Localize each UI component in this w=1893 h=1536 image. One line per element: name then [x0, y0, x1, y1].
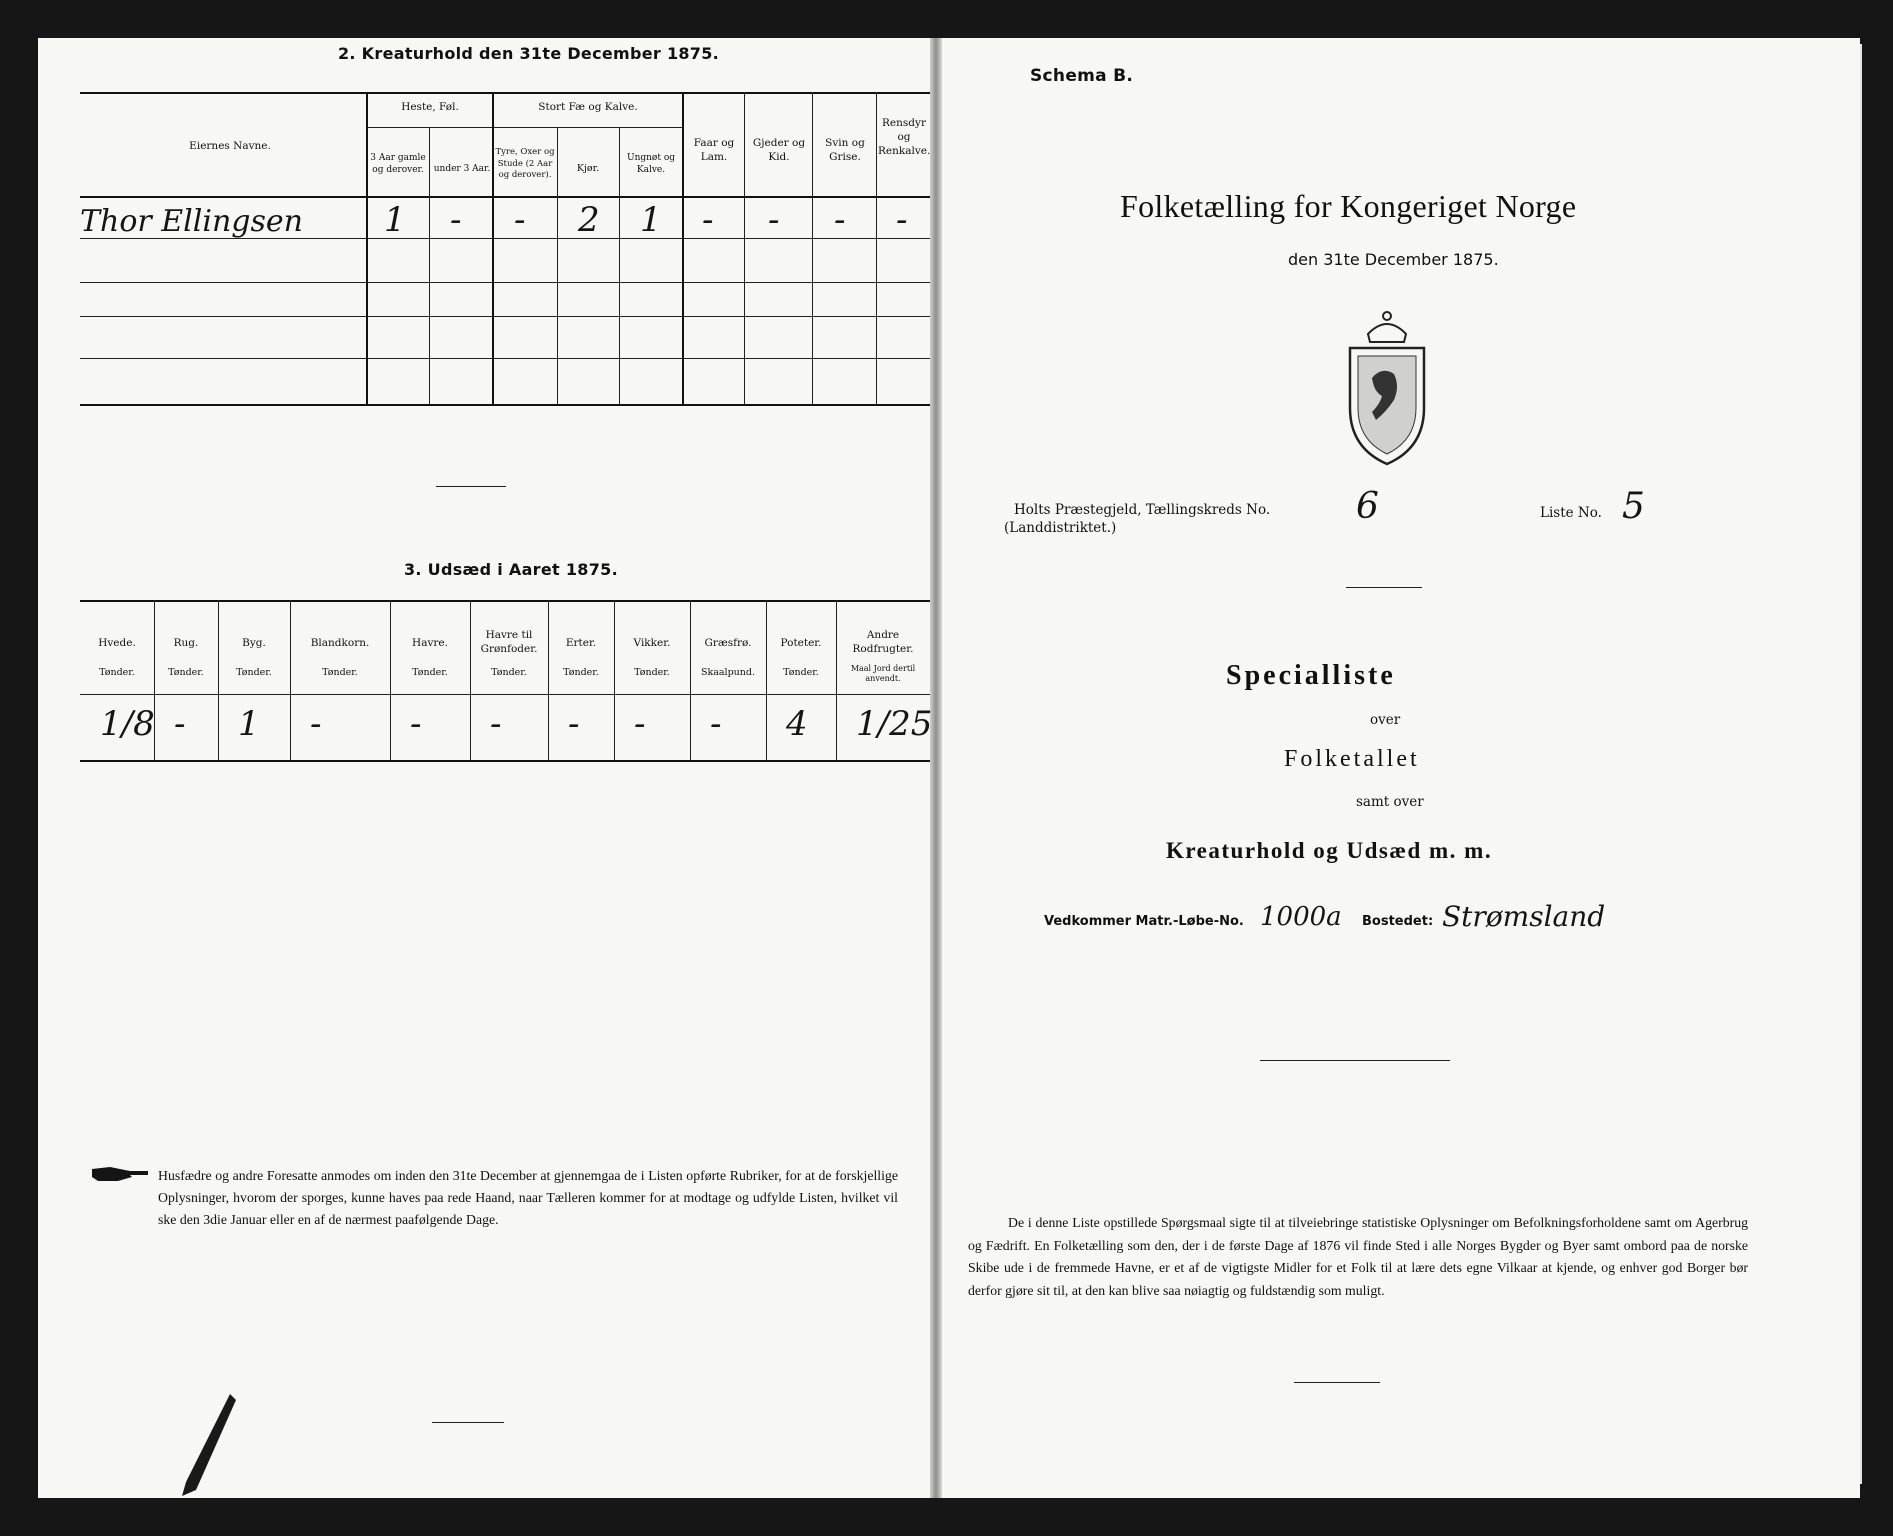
section3-title: 3. Udsæd i Aaret 1875.	[404, 560, 618, 579]
crop-unit: Tønder.	[412, 667, 448, 678]
crop-unit: Tønder.	[236, 667, 272, 678]
crop-value: -	[568, 704, 580, 744]
crop-col-line	[290, 600, 291, 760]
crop-name: Andre Rodfrugter.	[852, 629, 914, 655]
row-line	[80, 358, 930, 359]
crop-name: Rug.	[173, 637, 199, 649]
separator-rule	[436, 486, 506, 487]
crop-col-line	[548, 600, 549, 760]
table-header-rule	[80, 196, 930, 198]
samt-over-label: samt over	[1356, 794, 1424, 810]
specialliste-title: Specialliste	[1226, 660, 1396, 691]
crop-name: Græsfrø.	[704, 637, 752, 649]
col-line	[429, 127, 430, 404]
header-heste-under3: under 3 Aar.	[433, 164, 491, 174]
crop-unit: Tønder.	[168, 667, 204, 678]
cell-tyre: -	[514, 200, 526, 240]
separator-rule	[1346, 587, 1422, 588]
crop-col-line	[766, 600, 767, 760]
crop-unit: Skaalpund.	[700, 667, 756, 678]
crop-value: -	[710, 704, 722, 744]
col-line	[366, 92, 368, 404]
over-label: over	[1370, 712, 1401, 728]
book-spine	[930, 38, 942, 1498]
crop-value: -	[634, 704, 646, 744]
crop-value: -	[174, 704, 186, 744]
table-top-rule	[80, 92, 930, 94]
crop-name: Blandkorn.	[310, 637, 370, 649]
crop-col-line	[218, 600, 219, 760]
kreaturhold-title: Kreaturhold og Udsæd m. m.	[1166, 838, 1493, 863]
crop-name: Byg.	[242, 637, 266, 649]
crop-value: 1	[238, 704, 260, 744]
crop-value: 1/25	[856, 704, 933, 744]
schema-label: Schema B.	[1030, 66, 1134, 86]
crop-value: -	[410, 704, 422, 744]
crop-unit: Tønder.	[491, 667, 527, 678]
crop-unit: Maal Jord dertil anvendt.	[850, 664, 916, 683]
cell-heste-3aar: 1	[384, 200, 406, 240]
crop-col-line	[390, 600, 391, 760]
crop-name: Havre.	[412, 637, 448, 649]
crop-name: Havre til Grønfoder.	[480, 629, 538, 655]
liste-no: 5	[1622, 486, 1645, 527]
bosted-label: Bostedet:	[1362, 914, 1434, 929]
crops-top-rule	[80, 600, 930, 602]
cell-gjeder: -	[768, 200, 780, 240]
crop-value: 4	[786, 704, 808, 744]
crop-unit: Tønder.	[634, 667, 670, 678]
col-line	[876, 92, 877, 404]
crop-col-line	[614, 600, 615, 760]
crops-header-rule	[80, 694, 930, 695]
matr-value: 1000a	[1260, 902, 1342, 932]
cell-heste-under3: -	[450, 200, 462, 240]
crop-unit: Tønder.	[563, 667, 599, 678]
cell-kjor: 2	[578, 200, 600, 240]
cell-ungnot: 1	[640, 200, 662, 240]
header-tyre: Tyre, Oxer og Stude (2 Aar og derover).	[495, 147, 555, 180]
census-date: den 31te December 1875.	[1288, 250, 1499, 269]
header-storfae: Stort Fæ og Kalve.	[538, 101, 638, 113]
header-rensdyr: Rensdyr og Renkalve.	[878, 117, 931, 157]
header-svin: Svin og Grise.	[825, 137, 865, 163]
header-heste: Heste, Føl.	[401, 101, 459, 113]
bottom-rule	[1294, 1382, 1380, 1383]
district-label: (Landdistriktet.)	[1004, 520, 1117, 536]
bottom-rule	[432, 1422, 504, 1423]
footnote-text: De i denne Liste opstillede Spørgsmaal sigte til at tilveiebringe statistiske Oplysninger om Befolkningsforholdene samt om Agerbrug og Fædrift. En Folketælling som den, der i de første Dage af 1876 vil finde Sted i alle Norges Bygder og Byer samt ombord paa de norske Skibe ude i de fremmede Havne, er et af de vigtigste Midler for et Folk til at lære dets egne Vilkaar at kjende, og enhver god Borger bør derfor gjøre sit til, at den kan blive saa nøiagtig og fuldstændig som muligt.	[968, 1215, 1748, 1298]
col-line	[492, 92, 494, 404]
notice-text: Husfædre og andre Foresatte anmodes om inden den 31te December at gjennemgaa de i Listen opførte Rubriker, for at de forskjellige Oplysninger, hvorom der sporges, kunne haves paa rede Haand, naar Tælleren kommer for at modtage og udfylde Listen, hvilket vil ske den 3die Januar eller en af de nærmest paafølgende Dage.	[158, 1168, 898, 1227]
crop-value: 1/8	[100, 704, 155, 744]
header-ungnot: Ungnøt og Kalve.	[626, 153, 675, 175]
owner-name: Thor Ellingsen	[80, 204, 303, 239]
row-line	[80, 316, 930, 317]
header-owner: Eiernes Navne.	[189, 140, 271, 152]
crop-name: Erter.	[565, 637, 597, 649]
crops-bottom-rule	[80, 760, 930, 762]
crop-name: Vikker.	[633, 637, 671, 649]
crop-value: -	[310, 704, 322, 744]
cell-rensdyr: -	[896, 200, 908, 240]
folketallet-title: Folketallet	[1284, 746, 1420, 772]
left-page	[38, 38, 936, 1498]
bosted-value: Strømsland	[1442, 900, 1606, 933]
header-heste-3aar: 3 Aar gamle og derover.	[370, 153, 426, 175]
crop-col-line	[154, 600, 155, 760]
header-gjeder: Gjeder og Kid.	[752, 137, 806, 163]
row-line	[80, 282, 930, 283]
header-kjor: Kjør.	[576, 163, 600, 174]
crop-name: Hvede.	[98, 637, 136, 649]
section2-title: 2. Kreaturhold den 31te December 1875.	[338, 44, 720, 63]
col-line	[812, 92, 813, 404]
col-line	[744, 92, 745, 404]
cell-svin: -	[834, 200, 846, 240]
main-title: Folketælling for Kongeriget Norge	[1120, 188, 1577, 224]
crop-col-line	[470, 600, 471, 760]
matr-label: Vedkommer Matr.-Løbe-No.	[1044, 914, 1244, 929]
parish-label: Holts Præstegjeld, Tællingskreds No.	[1014, 502, 1271, 518]
crop-unit: Tønder.	[783, 667, 819, 678]
separator-rule	[1260, 1060, 1450, 1061]
crop-name: Poteter.	[780, 637, 822, 649]
crop-value: -	[490, 704, 502, 744]
cell-faar: -	[702, 200, 714, 240]
table-bottom-rule	[80, 404, 930, 406]
crop-unit: Tønder.	[322, 667, 358, 678]
crop-unit: Tønder.	[99, 667, 135, 678]
crop-col-line	[690, 600, 691, 760]
tellingskreds-no: 6	[1356, 486, 1379, 527]
subheader-rule	[492, 127, 682, 128]
liste-label: Liste No.	[1540, 505, 1602, 521]
header-faar: Faar og Lam.	[693, 137, 735, 163]
